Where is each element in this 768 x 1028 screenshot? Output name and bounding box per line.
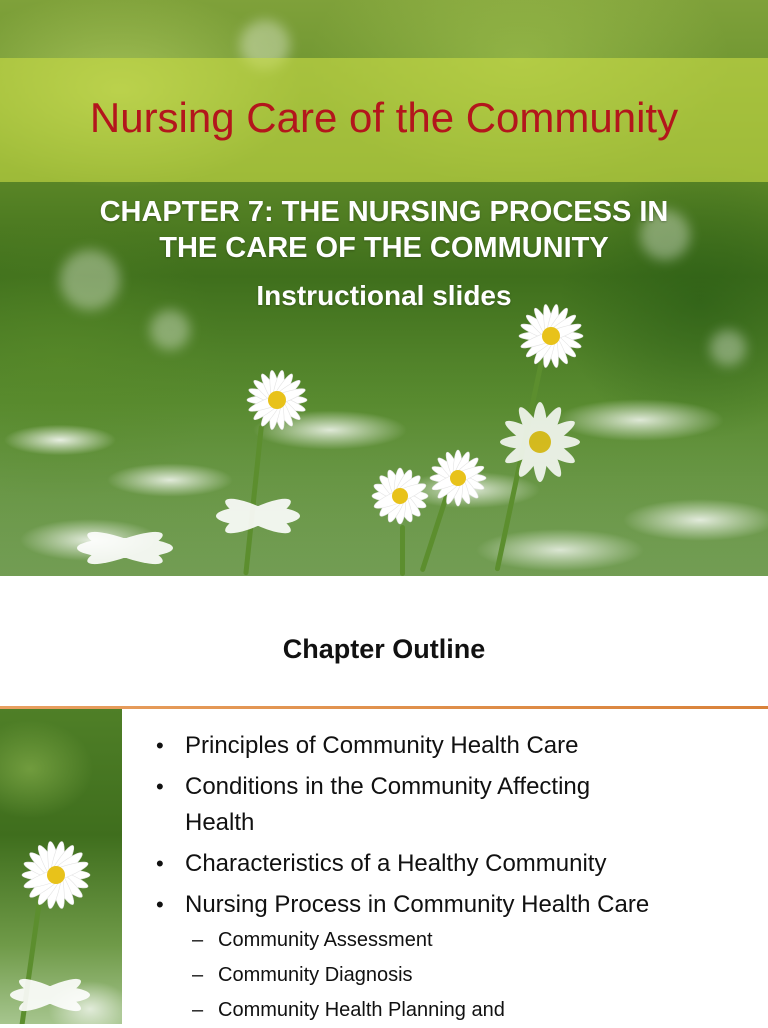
sub-list-item-text: Community Assessment	[218, 929, 433, 951]
sub-list-item	[154, 993, 754, 1028]
daisy-icon	[200, 490, 320, 540]
daisy-icon	[470, 400, 610, 490]
sub-list-item	[154, 923, 754, 958]
bokeh-dot	[150, 310, 190, 350]
list-item-text: Nursing Process in Community Health Care	[185, 891, 650, 918]
slide-title: Nursing Care of the Community	[89, 94, 679, 141]
daisy-icon	[212, 362, 342, 432]
daisy-icon	[0, 837, 122, 913]
daisy-icon	[0, 971, 110, 1021]
flower-stem	[400, 525, 405, 576]
instructional-label: Instructional slides	[256, 280, 512, 311]
slide-subtitle	[40, 194, 728, 266]
subtitle-line-1: CHAPTER 7: THE NURSING PROCESS IN	[99, 196, 669, 228]
list-item-text: Characteristics of a Healthy Community	[185, 850, 607, 877]
daisy-icon	[486, 304, 616, 374]
list-item	[154, 887, 754, 923]
list-item-text-continued: Health	[185, 809, 255, 836]
list-item	[154, 846, 754, 882]
daisy-icon	[60, 524, 190, 574]
outline-title: Chapter Outline	[282, 634, 486, 664]
list-item	[154, 728, 754, 764]
list-item-text: Principles of Community Health Care	[185, 732, 579, 759]
outline-slide	[0, 576, 768, 1024]
sub-list-item-text: Community Diagnosis	[218, 964, 413, 986]
list-item	[154, 769, 754, 841]
side-photo	[0, 709, 122, 1024]
list-item-text: • Conditions in the Community Affecting	[185, 773, 591, 800]
outline-list	[154, 728, 754, 1028]
subtitle-line-2: THE CARE OF THE COMMUNITY	[159, 232, 609, 264]
sub-list-item-text: Community Health Planning and	[218, 999, 505, 1021]
sub-list-item	[154, 958, 754, 993]
